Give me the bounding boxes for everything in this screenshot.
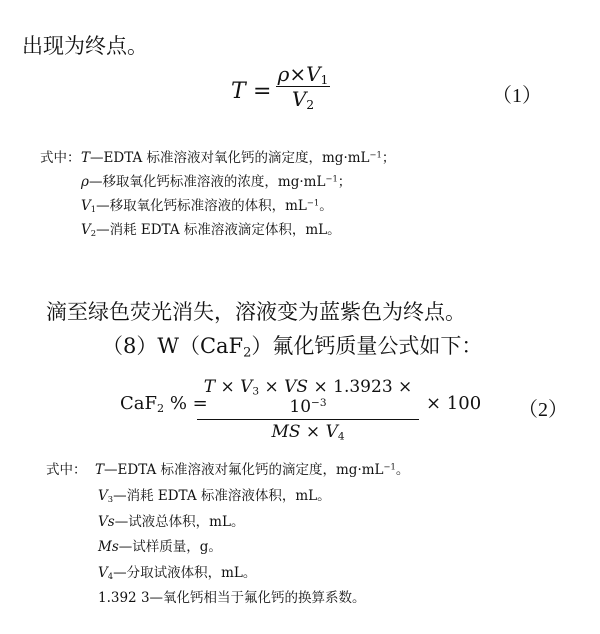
defs1-prefix: 式中： (40, 150, 81, 166)
eq1-number: （1） (492, 85, 542, 107)
paragraph-line-2: （8）W（CaF$_2$）氟化钙质量公式如下： (102, 334, 483, 361)
defs2-item-5: $V_4—$分取试液体积，mL。 (98, 565, 257, 582)
top-line: 出现为终点。 (22, 34, 148, 58)
defs2-item-6: 1.392 3—氧化钙相当于氟化钙的换算系数。 (98, 590, 366, 606)
defs1-item-4: $V_2—$消耗 EDTA 标准溶液滴定体积，mL。 (81, 222, 341, 239)
defs2-item-2: $V_3—$消耗 EDTA 标准溶液体积，mL。 (98, 488, 331, 505)
eq1-fraction: $\rho\times V_1$ $V_2$ (277, 62, 329, 113)
eq1-lhs: T (231, 79, 246, 104)
eq2-fraction-bar (197, 419, 419, 420)
defs2-prefix: 式中： (46, 462, 87, 478)
defs1-item-1: T—EDTA 标准溶液对氧化钙的滴定度，$mg\cdot mL^{-1}$； (81, 149, 396, 166)
defs1-item-2: ρ—移取氧化钙标准溶液的浓度，$mg\cdot mL^{-1}$； (81, 173, 352, 190)
eq2-number: （2） (518, 399, 568, 421)
eq2-times-100: × 100 (426, 393, 482, 414)
eq1-equals: = (253, 79, 272, 104)
defs2-item-1: T—EDTA 标准溶液对氟化钙的滴定度，$mg\cdot mL^{-1}$。 (95, 461, 410, 478)
paragraph-line-1: 滴至绿色荧光消失，溶液变为蓝紫色为终点。 (46, 300, 466, 324)
defs2-item-3: Vs—试液总体积，mL。 (98, 514, 245, 530)
eq2-fraction: $T \times V_3$ × VS × $1.3923 \times 10^{-3}$ MS × $V_4$ (197, 377, 419, 442)
defs2-item-4: Ms—试样质量，g。 (98, 539, 222, 555)
eq2-lhs: CaF$_2$ % = (120, 393, 208, 415)
defs1-item-3: $V_1—$移取氧化钙标准溶液的体积，$mL^{-1}$。 (81, 197, 333, 215)
